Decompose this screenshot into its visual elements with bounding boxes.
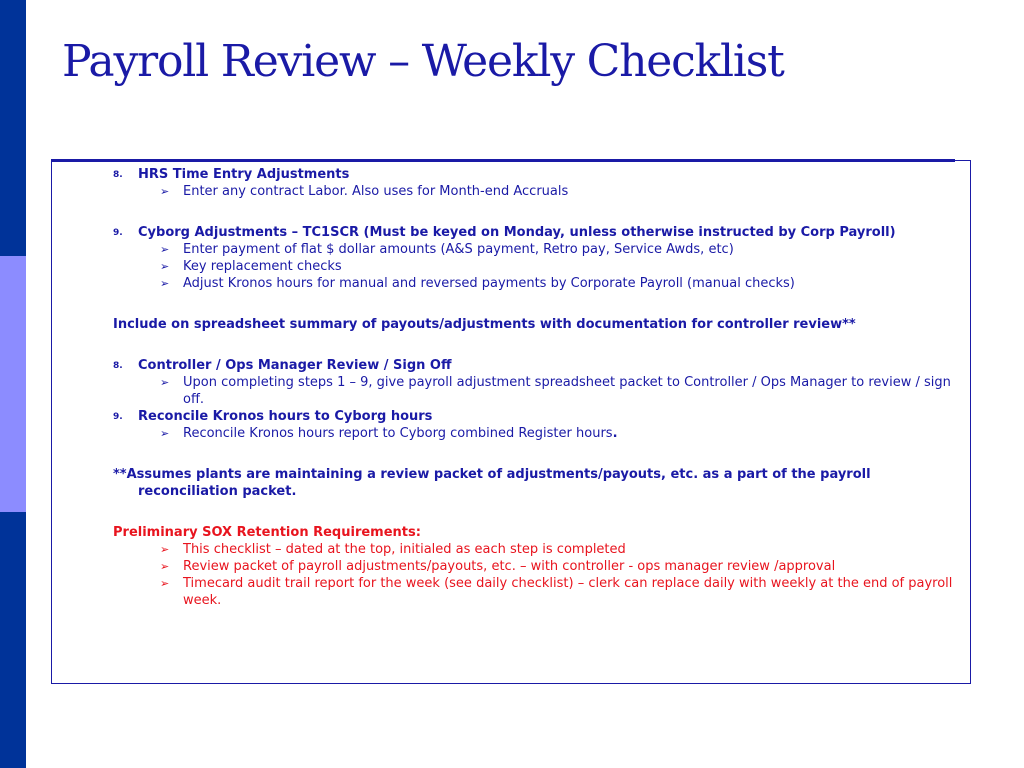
bullet-text: Adjust Kronos hours for manual and reversed payments by Corporate Payroll (manual checks): [183, 276, 795, 291]
arrow-bullet-icon: ➢: [160, 577, 170, 590]
checklist-content: [113, 166, 963, 609]
bullet-item: [113, 183, 963, 200]
item-number: 9.: [113, 412, 123, 422]
bullet-text: Enter payment of flat $ dollar amounts (A&S payment, Retro pay, Service Awds, etc): [183, 242, 734, 257]
include-note: Include on spreadsheet summary of payouts/adjustments with documentation for controller review**: [113, 317, 856, 332]
item-heading: HRS Time Entry Adjustments: [138, 167, 350, 182]
left-accent-bar-top: [0, 0, 26, 256]
sox-bullet-item: [113, 575, 963, 609]
checklist-item-cyborg: [113, 224, 963, 241]
arrow-bullet-icon: ➢: [160, 277, 170, 290]
bullet-text: Timecard audit trail report for the week (see daily checklist) – clerk can replace daily with weekly at the end of payroll week.: [183, 576, 953, 608]
left-accent-bar-bottom: [0, 512, 26, 768]
sox-bullet-item: [113, 558, 963, 575]
item-number: 9.: [113, 228, 123, 238]
bullet-text: Key replacement checks: [183, 259, 342, 274]
bullet-text: This checklist – dated at the top, initialed as each step is completed: [183, 542, 626, 557]
bullet-item: [113, 275, 963, 292]
arrow-bullet-icon: ➢: [160, 427, 170, 440]
item-heading: Reconcile Kronos hours to Cyborg hours: [138, 409, 433, 424]
item-heading: Controller / Ops Manager Review / Sign Off: [138, 358, 452, 373]
checklist-item-reconcile: [113, 408, 963, 425]
arrow-bullet-icon: ➢: [160, 376, 170, 389]
assumes-note: **Assumes plants are maintaining a review packet of adjustments/payouts, etc. as a part of the payroll reconciliation packet.: [113, 467, 871, 499]
sox-bullet-item: [113, 541, 963, 558]
bullet-item: [113, 241, 963, 258]
bullet-text: Upon completing steps 1 – 9, give payroll adjustment spreadsheet packet to Controller / Ops Manager to review / sign off.: [183, 375, 951, 407]
item-number: 8.: [113, 361, 123, 371]
arrow-bullet-icon: ➢: [160, 543, 170, 556]
arrow-bullet-icon: ➢: [160, 560, 170, 573]
bullet-text: Review packet of payroll adjustments/payouts, etc. – with controller - ops manager review /approval: [183, 559, 836, 574]
bullet-text: Reconcile Kronos hours report to Cyborg combined Register hours: [183, 426, 613, 441]
item-number: 8.: [113, 170, 123, 180]
bullet-item: [113, 374, 963, 408]
sox-heading: Preliminary SOX Retention Requirements:: [113, 525, 421, 540]
arrow-bullet-icon: ➢: [160, 243, 170, 256]
arrow-bullet-icon: ➢: [160, 185, 170, 198]
bullet-period: .: [612, 426, 618, 441]
bullet-text: Enter any contract Labor. Also uses for Month-end Accruals: [183, 184, 569, 199]
left-accent-bar-middle: [0, 256, 26, 512]
checklist-item-hrs: [113, 166, 963, 183]
bullet-item: [113, 258, 963, 275]
checklist-item-controller: [113, 357, 963, 374]
item-heading: Cyborg Adjustments – TC1SCR (Must be keyed on Monday, unless otherwise instructed by Corp Payroll): [138, 225, 896, 240]
slide-title: Payroll Review – Weekly Checklist: [62, 36, 784, 87]
arrow-bullet-icon: ➢: [160, 260, 170, 273]
bullet-item: [113, 425, 963, 442]
